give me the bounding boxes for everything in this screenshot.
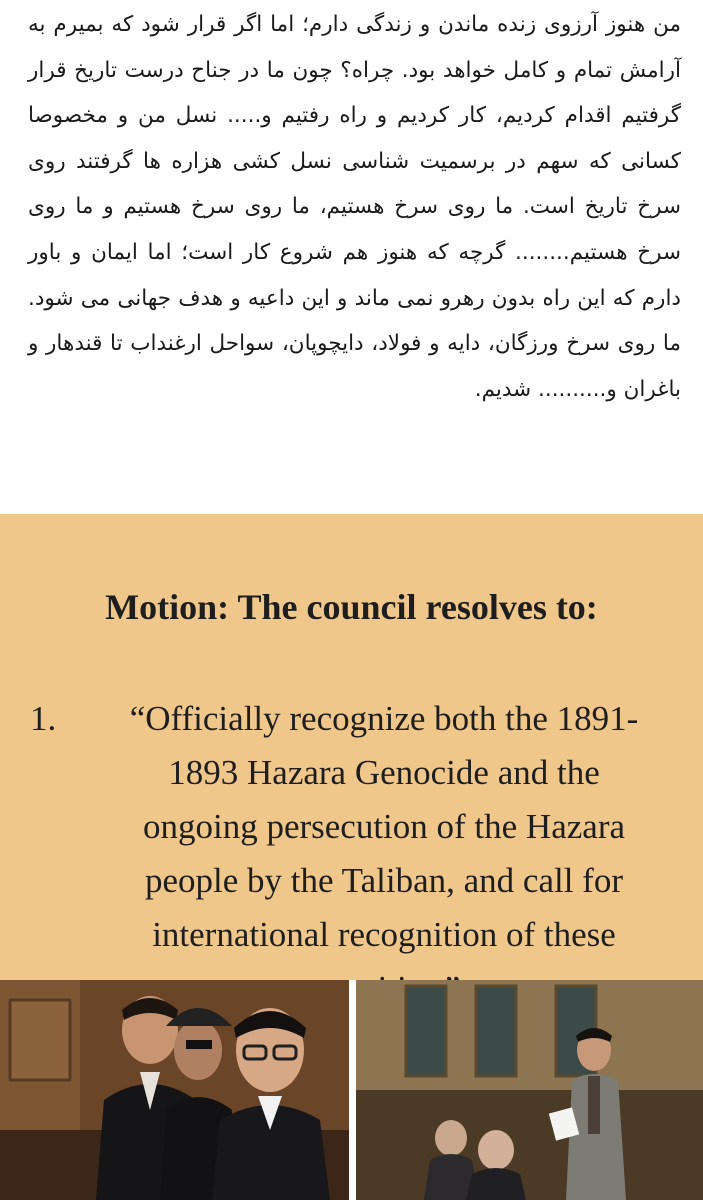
photo-seated-men-illustration <box>0 980 349 1200</box>
motion-line: “Officially recognize both the 1891- <box>129 699 639 738</box>
motion-slide <box>0 514 703 980</box>
motion-line: people by the Taliban, and call for <box>145 861 623 900</box>
photo-strip <box>0 980 703 1200</box>
persian-paragraph: من هنوز آرزوی زنده ماندن و زندگی دارم؛ اما اگر قرار شود که بمیرم به آرامش تمام و کامل خواهد بود. چراه؟ چون ما در جناح درست تاریخ قرار گرفتیم اقدام کردیم، کار کردیم و راه رفتیم و..... نسل من و مخصوصا کسانی که سهم در برسمیت شناسی نسل کشی هزاره ها گرفتند روی سرخ تاریخ است. ما روی سرخ هستیم، ما روی سرخ هستیم و ما روی سرخ هستیم........ گرچه که هنوز هم شروع کار است؛ اما ایمان و باور دارم که این راه بدون رهرو نمی ماند و این داعیه و هدف جهانی می شود. ما روی سرخ ورزگان، دایه و فولاد، دایچوپان، سواحل ارغنداب تا قندهار و باغران و.......... شدیم. <box>28 12 681 402</box>
photo-council-speaker-illustration <box>356 980 703 1200</box>
motion-line: ongoing persecution of the Hazara <box>142 807 626 846</box>
motion-line: 1893 Hazara Genocide and the <box>168 753 600 792</box>
motion-item-number: 1. <box>30 699 57 738</box>
persian-post-text-block <box>0 0 703 512</box>
photo-seated-men[interactable] <box>0 980 349 1200</box>
motion-item-text <box>84 692 684 1016</box>
motion-line: international recognition of these <box>152 915 616 954</box>
photo-council-speaker[interactable] <box>356 980 703 1200</box>
slide-title: Motion: The council resolves to: <box>105 587 598 627</box>
